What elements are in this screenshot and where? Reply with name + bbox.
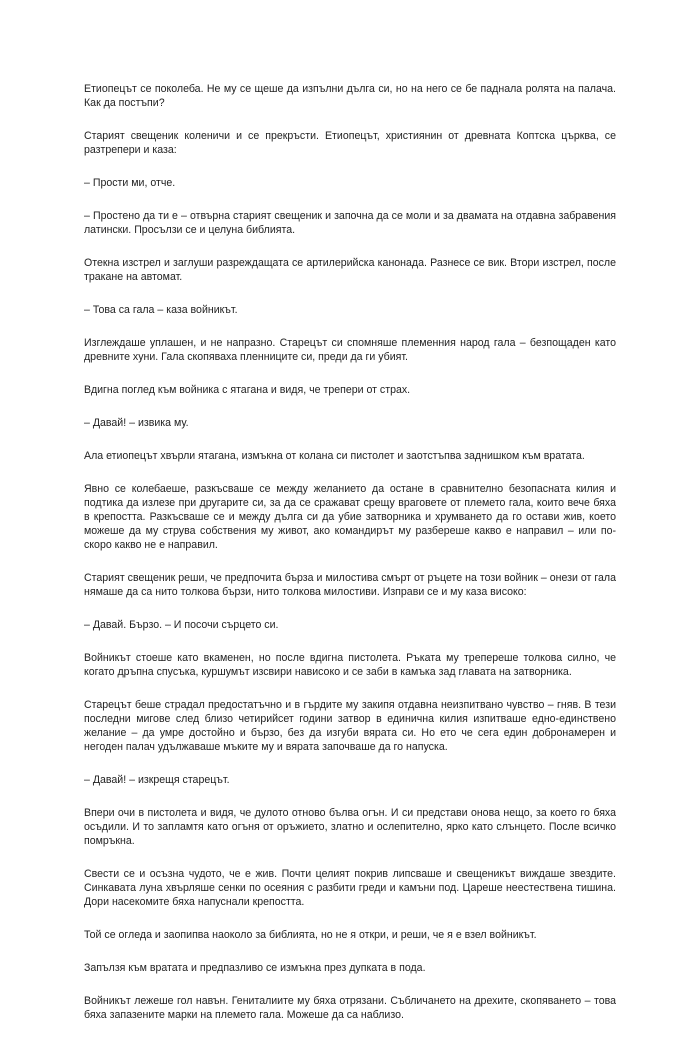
paragraph: – Давай! – изкрещя старецът. — [84, 774, 230, 786]
paragraph: Войникът лежеше гол навън. Гениталиите му бяха отрязани. Събличането на дрехите, скопяването – това бяха запазените марки на племето гала. Можеше да са наблизо. — [84, 995, 616, 1021]
paragraph: Той се огледа и заопипва наоколо за библията, но не я откри, и реши, че я е взел войникът. — [84, 929, 537, 941]
paragraph: Изглеждаше уплашен, и не напразно. Старецът си спомняше племенния народ гала – безпощаден като древните хуни. Гала скопяваха пленниците си, преди да ги убият. — [84, 337, 616, 363]
paragraph: Вдигна поглед към войника с ятагана и видя, че трепери от страх. — [84, 384, 411, 396]
paragraph: Впери очи в пистолета и видя, че дулото отново бълва огън. И си представи онова нещо, за което го бяха осъдили. И то запламтя като огъня от оръжието, златно и ослепително, ярко като слънцето. После всичко помръкна. — [84, 807, 616, 847]
paragraph: Явно се колебаеше, разкъсваше се между желанието да остане в сравнително безопасната килия и подтика да излезе при другарите си, за да се сражават срещу враговете от племето гала, които вече бяха в крепостта. Разкъсваше се и между дълга си да убие затворника и хрумването да го остави жив, което можеше да му струва собствения му живот, ако командирът му разбереше какво е направил – или по-скоро какво не е направил. — [84, 483, 616, 551]
paragraph: Войникът стоеше като вкаменен, но после вдигна пистолета. Ръката му трепереше толкова силно, че когато дръпна спусъка, куршумът изсвири нависоко и се заби в камъка зад главата на затворника. — [84, 652, 616, 678]
paragraph: – Давай. Бързо. – И посочи сърцето си. — [84, 619, 279, 631]
paragraph: Старецът беше страдал предостатъчно и в гърдите му закипя отдавна неизпитвано чувство – гняв. В тези последни мигове след близо четирийсет години затвор в единична килия изпитваше едно-единствено желание – да умре достойно и бързо, без да изгуби вярата си. Но ето че сега един добронамерен и негоден палач удължаваше мъките му и вярата започваше да го напуска. — [84, 699, 616, 753]
paragraph: – Давай! – извика му. — [84, 417, 189, 429]
paragraph: Запълзя към вратата и предпазливо се измъкна през дупката в пода. — [84, 962, 426, 974]
paragraph: Ала етиопецът хвърли ятагана, измъкна от колана си пистолет и заотстъпва заднишком към вратата. — [84, 450, 585, 462]
paragraph: Старият свещеник реши, че предпочита бърза и милостива смърт от ръцете на този войник – онези от гала нямаше да са нито толкова бързи, нито толкова милостиви. Изправи се и му каза високо: — [84, 572, 616, 598]
paragraph: Старият свещеник коленичи и се прекръсти. Етиопецът, християнин от древната Коптска църква, се разтрепери и каза: — [84, 130, 616, 156]
paragraph: – Това са гала – каза войникът. — [84, 304, 238, 316]
text-column — [84, 82, 616, 1041]
paragraph: – Прости ми, отче. — [84, 177, 176, 189]
paragraph: Отекна изстрел и заглуши разреждащата се артилерийска канонада. Разнесе се вик. Втори изстрел, после тракане на автомат. — [84, 257, 616, 283]
paragraph: Етиопецът се поколеба. Не му се щеше да изпълни дълга си, но на него се бе паднала ролята на палача. Как да постъпи? — [84, 83, 616, 109]
paragraph: Свести се и осъзна чудото, че е жив. Почти целият покрив липсваше и свещеникът виждаше звездите. Синкавата луна хвърляше сенки по осеяния с разбити греди и камъни под. Цареше неестествена тишина. Дори насекомите бяха напуснали крепостта. — [84, 868, 616, 908]
paragraph: – Простено да ти е – отвърна старият свещеник и започна да се моли и за двамата на отдавна забравения латински. Просълзи се и целуна библията. — [84, 210, 616, 236]
